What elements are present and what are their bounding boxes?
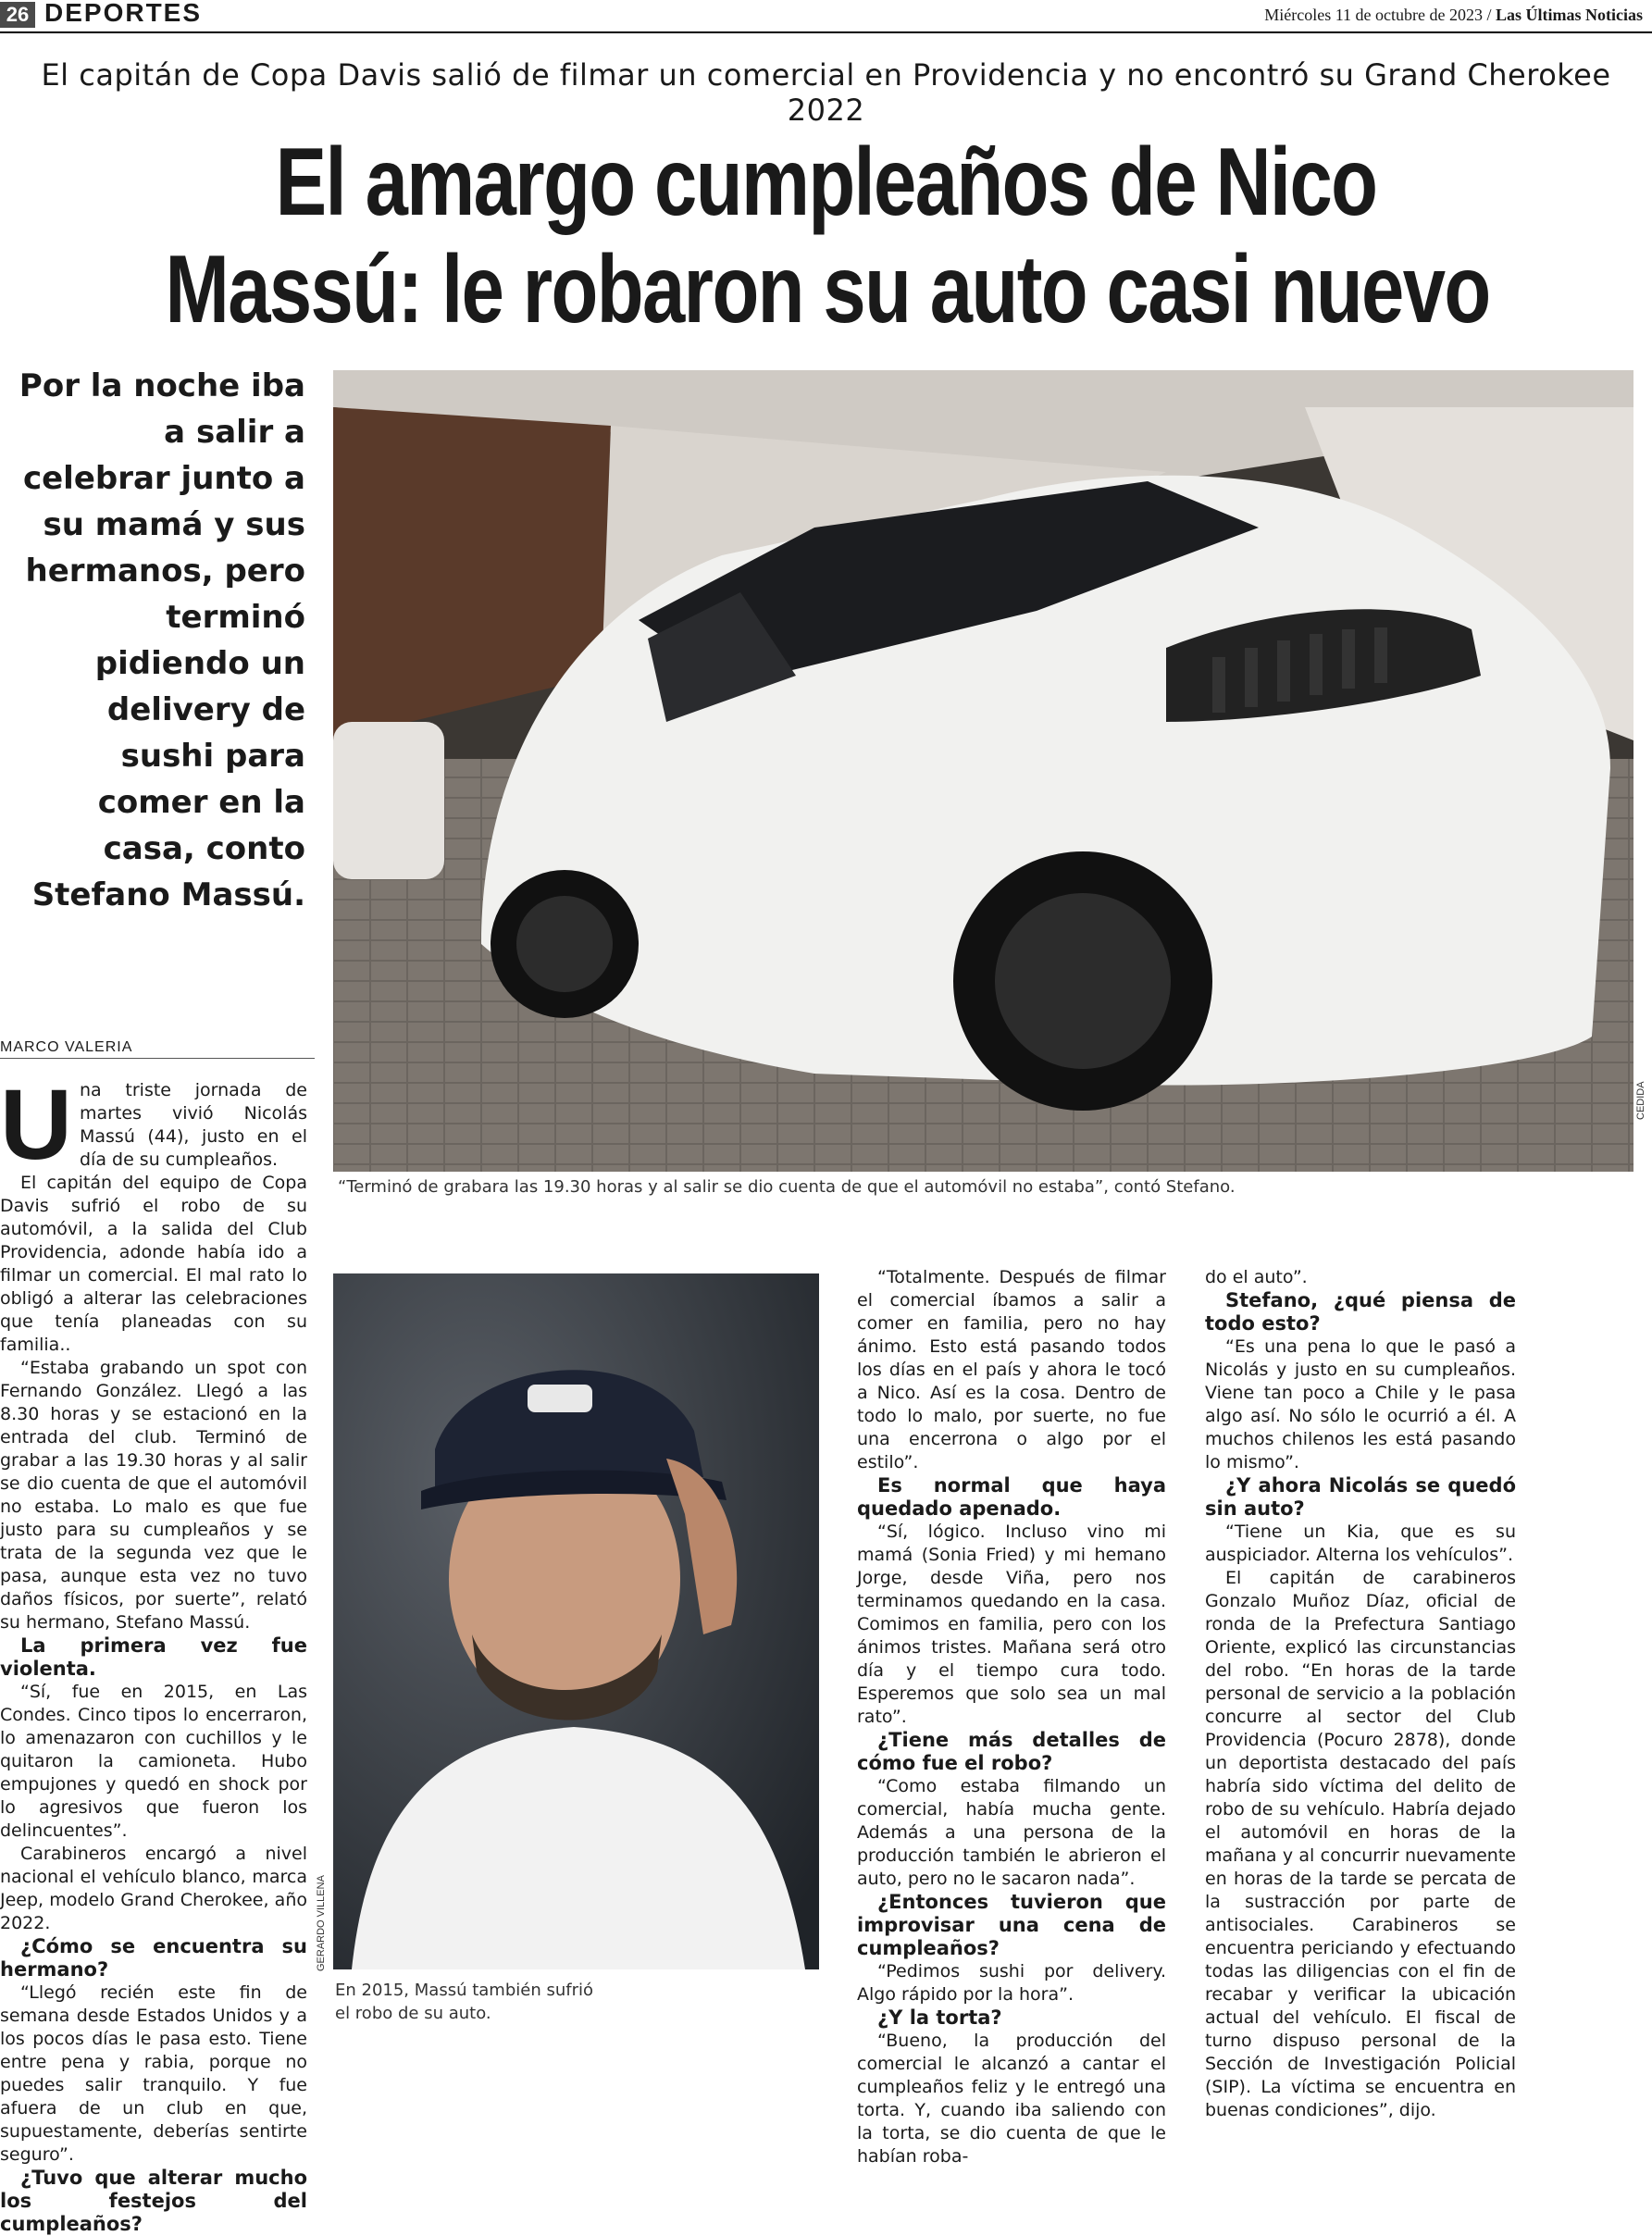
photo-credit: CEDIDA (1635, 1081, 1646, 1120)
paragraph: do el auto”. (1205, 1267, 1308, 1287)
photo-credit: GERARDO VILLENA (316, 1875, 327, 1971)
car-photo-illustration (333, 370, 1633, 1172)
byline: MARCO VALERIA (0, 1039, 315, 1059)
paragraph: “Estaba grabando un spot con Fernando González. Llegó a las 8.30 horas y se estacionó en la entrada del club. Terminó de grabar a las 19.30 horas y al salir se dio cuenta de que el automóvil no estaba. Lo malo es que fue justo para su cumpleaños y se trata de la segunda vez que le pasa, aunque esta vez no tuvo daños físicos, por suerte”, relató su hermano, Stefano Massú. (0, 1358, 307, 1633)
text-column-2 (857, 1266, 1166, 2168)
paper-name: Las Últimas Noticias (1496, 6, 1643, 24)
interview-question: ¿Tuvo que alterar mucho los festejos del cumpleaños? (0, 2167, 307, 2235)
col1-body (0, 1068, 307, 2236)
interview-question: ¿Cómo se encuentra su hermano? (0, 1935, 307, 1981)
deck: Por la noche iba a salir a celebrar junto a su mamá y sus hermanos, pero terminó pidiendo un delivery de sushi para comer en la casa, conto Stefano Massú. (19, 367, 305, 913)
paragraph: “Como estaba filmando un comercial, había mucha gente. Además a una persona de la producción también le abrieron el auto, pero no le sacaron nada”. (857, 1776, 1166, 1889)
page-header (0, 0, 1652, 33)
interview-question: La primera vez fue violenta. (0, 1634, 307, 1680)
text-column-3 (1205, 1266, 1516, 2122)
interview-question: Stefano, ¿qué piensa de todo esto? (1205, 1289, 1516, 1335)
page-number: 26 (0, 2, 35, 28)
kicker: El capitán de Copa Davis salió de filmar un comercial en Providencia y no encontró su Grand Cherokee 2022 (41, 57, 1611, 128)
headline-line-1: El amargo cumpleaños de Nico (275, 129, 1377, 236)
paragraph: Carabineros encargó a nivel nacional el vehículo blanco, marca Jeep, modelo Grand Cherokee, año 2022. (0, 1844, 307, 1933)
paragraph: “Totalmente. Después de filmar el comercial íbamos a salir a comer en familia, pero no hay ánimo. Esto está pasando todos los días en el país y ahora le tocó a Nico. Así es la cosa. Dentro de todo lo malo, por suerte, no fue una encerrona o algo por el estilo”. (857, 1267, 1166, 1472)
interview-question: ¿Entonces tuvieron que improvisar una cena de cumpleaños? (857, 1891, 1166, 1959)
paragraph: “Sí, fue en 2015, en Las Condes. Cinco tipos lo encerraron, lo amenazaron con cuchillos y le quitaron la camioneta. Hubo empujones y quedó en shock por lo agresivos que fueron los delincuentes”. (0, 1682, 307, 1841)
paragraph: “Es una pena lo que le pasó a Nicolás y justo en su cumpleaños. Viene tan poco a Chile y le pasa algo así. No sólo le ocurrió a él. A muchos chilenos les está pasando lo mismo”. (1205, 1336, 1516, 1472)
paragraph: “Llegó recién este fin de semana desde Estados Unidos y a los pocos días le pasa esto. Tiene entre pena y rabia, porque no puedes salir tranquilo. Y fue afuera de un club en que, supuestamente, deberías sentirte seguro”. (0, 1982, 307, 2165)
text-column-1 (0, 1068, 307, 2236)
photo-car (333, 370, 1633, 1172)
dropcap: U (0, 1068, 72, 1180)
interview-question: ¿Tiene más detalles de cómo fue el robo? (857, 1729, 1166, 1774)
headline-line-2: Massú: le robaron su auto casi nuevo (165, 236, 1490, 343)
paragraph: “Tiene un Kia, que es su auspiciador. Alterna los vehículos”. (1205, 1522, 1516, 1565)
portrait-illustration (333, 1273, 819, 1969)
paragraph: El capitán del equipo de Copa Davis sufrió el robo de su automóvil, a la salida del Club Providencia, adonde había ido a filmar un comercial. El mal rato lo obligó a alterar las celebraciones que tenía planeadas con su familia.. (0, 1173, 307, 1355)
photo-caption: En 2015, Massú también sufrió el robo de su auto. (335, 1981, 593, 2023)
paragraph: “Sí, lógico. Incluso vino mi mamá (Sonia Fried) y mi hemano Jorge, desde Viña, pero nos terminamos quedando en la casa. Comimos en familia, pero con los ánimos tristes. Mañana será otro día y el tiempo cura todo. Esperemos que solo sea un mal rato”. (857, 1522, 1166, 1727)
paragraph: “Bueno, la producción del comercial le alcanzó a cantar el cumpleaños feliz y le entregó una torta. Y, cuando iba saliendo con la torta, se dio cuenta de que le habían roba- (857, 2031, 1166, 2167)
section-title: DEPORTES (44, 0, 203, 27)
date: Miércoles 11 de octubre de 2023 / (1264, 6, 1492, 24)
paragraph: “Pedimos sushi por delivery. Algo rápido por la hora”. (857, 1961, 1166, 2005)
photo-portrait (333, 1273, 819, 1969)
interview-question: ¿Y la torta? (877, 2006, 1002, 2029)
interview-question: ¿Y ahora Nicolás se quedó sin auto? (1205, 1474, 1516, 1520)
interview-question: Es normal que haya quedado apenado. (857, 1474, 1166, 1520)
photo-caption: “Terminó de grabara las 19.30 horas y al salir se dio cuenta de que el automóvil no estaba”, contó Stefano. (338, 1177, 1236, 1197)
dateline (1264, 6, 1643, 25)
paragraph: El capitán de carabineros Gonzalo Muñoz Díaz, oficial de ronda de la Prefectura Santiago Oriente, explicó las circunstancias del robo. “En horas de la tarde personal de servicio a la población concurre al sector del Club Providencia (Pocuro 2878), donde un deportista destacado del país habría sido víctima del delito de robo de su vehículo. Habría dejado el automóvil en horas de la mañana y al concurrir nuevamente en horas de la tarde se percata de la sustracción por parte de antisociales. Carabineros se encuentra periciando y efectuando todas las diligencias con el fin de recabar y verificar la ubicación actual del vehículo. El fiscal de turno dispuso personal de la Sección de Investigación Policial (SIP). La víctima se encuentra en buenas condiciones”, dijo. (1205, 1568, 1516, 2120)
paragraph: na triste jornada de martes vivió Nicolás Massú (44), justo en el día de su cumpleaños. (80, 1080, 307, 1170)
